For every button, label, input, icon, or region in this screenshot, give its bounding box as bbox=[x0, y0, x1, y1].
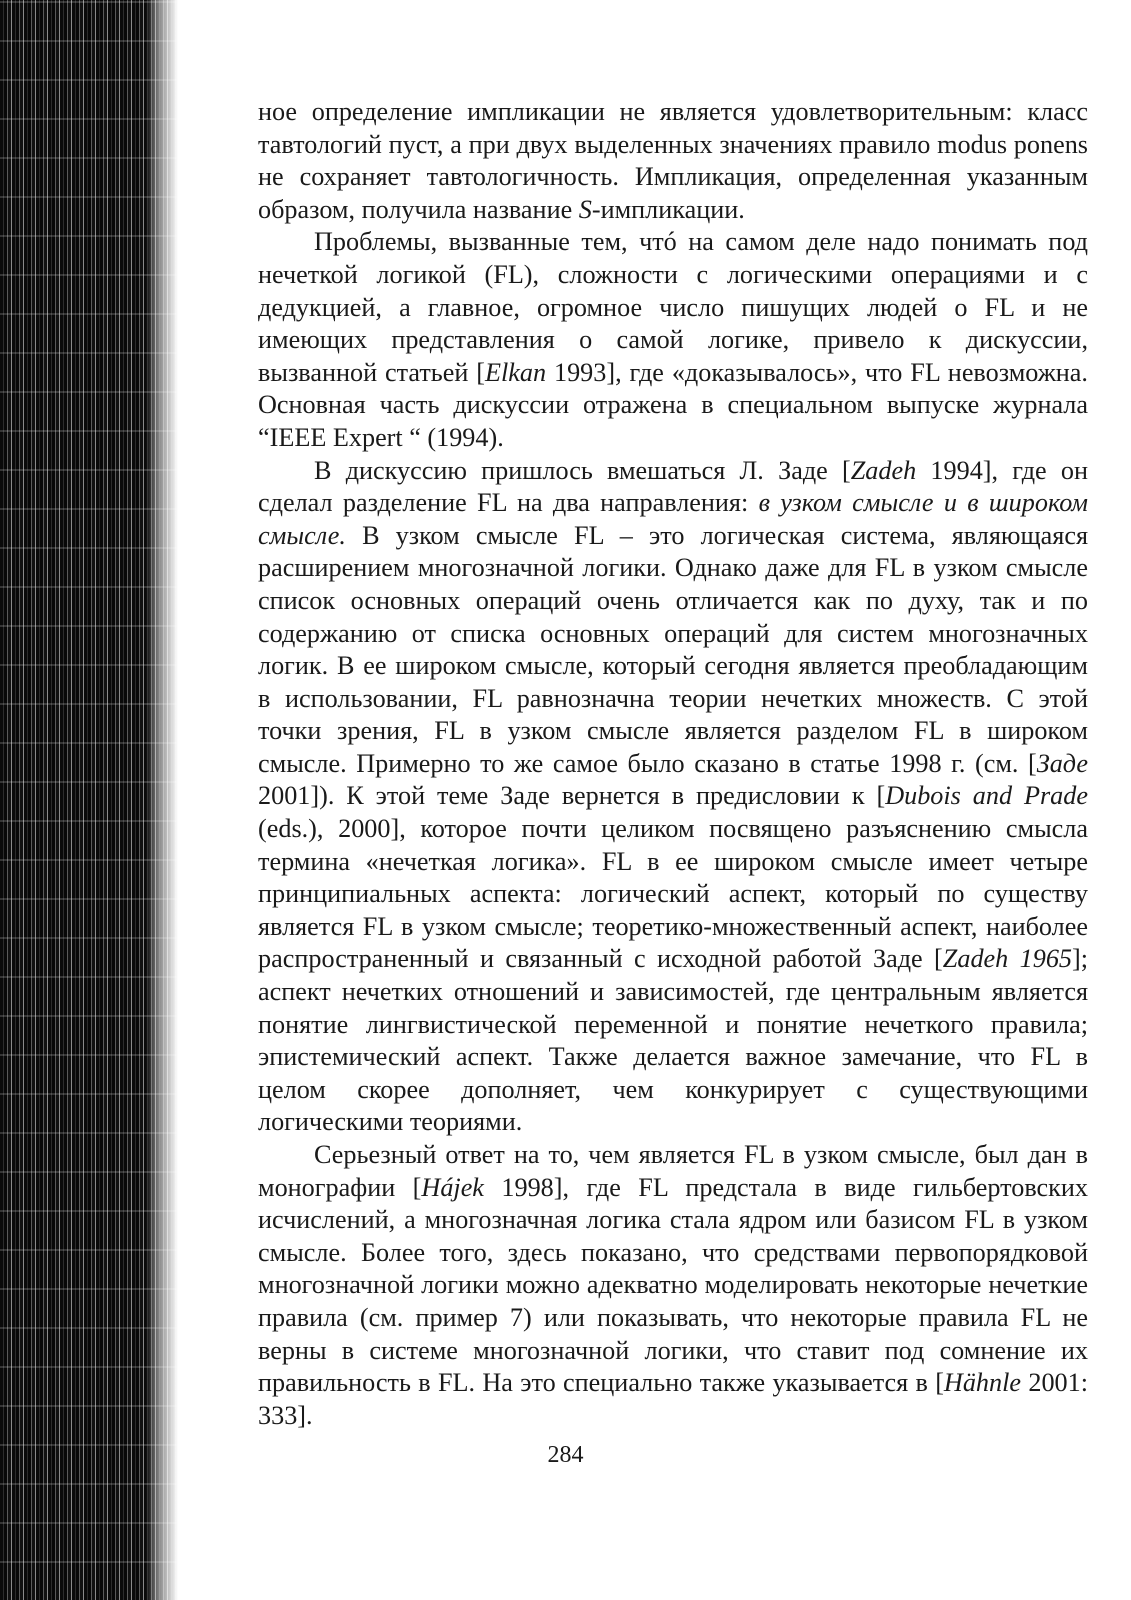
book-binding-edge bbox=[0, 0, 178, 1600]
p1-s1: S bbox=[578, 194, 592, 224]
p3-s3: в узком смысле и в широком смысле. bbox=[258, 488, 1089, 550]
p4-s1: Hájek bbox=[421, 1172, 484, 1202]
paragraph-4 bbox=[258, 1139, 1088, 1432]
p3-s5: Заде bbox=[1036, 748, 1088, 778]
paragraph-3 bbox=[258, 455, 1088, 1139]
p3-s10: ]; аспект нечетких отношений и зависимостей, где центральным является понятие лингвистической переменной и понятие нечеткого правила; эпистемический аспект. Также делается важное замечание, что FL в целом скорее дополняет, чем конкурирует с существующими логическими теориями. bbox=[258, 944, 1089, 1137]
p3-s1: Zadeh bbox=[850, 455, 917, 485]
p1-s0: ное определение импликации не является удовлетворительным: класс тавтологий пуст, а при двух выделенных значениях правило modus ponens не сохраняет тавтологичность. Импликация, определенная указанным образом, получила название bbox=[258, 97, 1088, 224]
p4-s2: 1998], где FL предстала в виде гильбертовских исчислений, а многозначная логика стала ядром или базисом FL в узком смысле. Более того, здесь показано, что средствами первопорядковой многозначной логики можно адекватно моделировать некоторые нечеткие правила (см. пример 7) или показывать, что некоторые правила FL не верны в системе многозначной логики, что ставит под сомнение их правильность в FL. На это специально также указывается в [ bbox=[258, 1172, 1088, 1398]
p2-s1: Elkan bbox=[484, 357, 547, 387]
p4-s0: Серьезный ответ на то, чем является FL в узком смысле, был дан в монографии [ bbox=[258, 1140, 1088, 1202]
p3-s0: В дискуссию пришлось вмешаться Л. Заде [ bbox=[314, 455, 851, 485]
page-number: 284 bbox=[547, 1442, 584, 1468]
paragraph-2 bbox=[258, 226, 1088, 454]
p3-s7: Dubois and Prade bbox=[885, 781, 1088, 811]
p3-s8: (eds.), 2000], которое почти целиком посвящено разъяснению смысла термина «нечеткая логика». FL в ее широком смысле имеет четыре принципиальных аспекта: логический аспект, который по существу является FL в узком смысле; теоретико-множественный аспект, наиболее распространенный и связанный с исходной работой Заде [ bbox=[258, 814, 1088, 974]
p2-s0: Проблемы, вызванные тем, чтó на самом деле надо понимать под нечеткой логикой (FL), сложности с логическими операциями и с дедукцией, а главное, огромное число пишущих людей о FL и не имеющих представления о самой логике, привело к дискуссии, вызванной статьей [ bbox=[258, 227, 1088, 387]
p3-s9: Zadeh 1965 bbox=[942, 944, 1073, 974]
p1-s2: -импликации. bbox=[591, 194, 745, 224]
page-text bbox=[258, 96, 1088, 1432]
p2-s2: 1993], где «доказывалось», что FL невозможна. Основная часть дискуссии отражена в специальном выпуске журнала “IEEE Expert “ (1994). bbox=[258, 357, 1088, 452]
p3-s4: В узком смысле FL – это логическая система, являющаяся расширением многозначной логики. Однако даже для FL в узком смысле список основных операций очень отличается как по духу, так и по содержанию от списка основных операций для систем многозначных логик. В ее широком смысле, который сегодня является преобладающим в использовании, FL равнозначна теории нечетких множеств. С этой точки зрения, FL в узком смысле является разделом FL в широком смысле. Примерно то же самое было сказано в статье 1998 г. (см. [ bbox=[258, 520, 1088, 778]
p3-s2: 1994], где он сделал разделение FL на два направления: bbox=[258, 455, 1088, 518]
p4-s4: 2001: 333]. bbox=[258, 1368, 1089, 1430]
p4-s3: Hähnle bbox=[943, 1368, 1022, 1398]
paragraph-1 bbox=[258, 96, 1088, 226]
p3-s6: 2001]). К этой теме Заде вернется в предисловии к [ bbox=[258, 781, 886, 811]
